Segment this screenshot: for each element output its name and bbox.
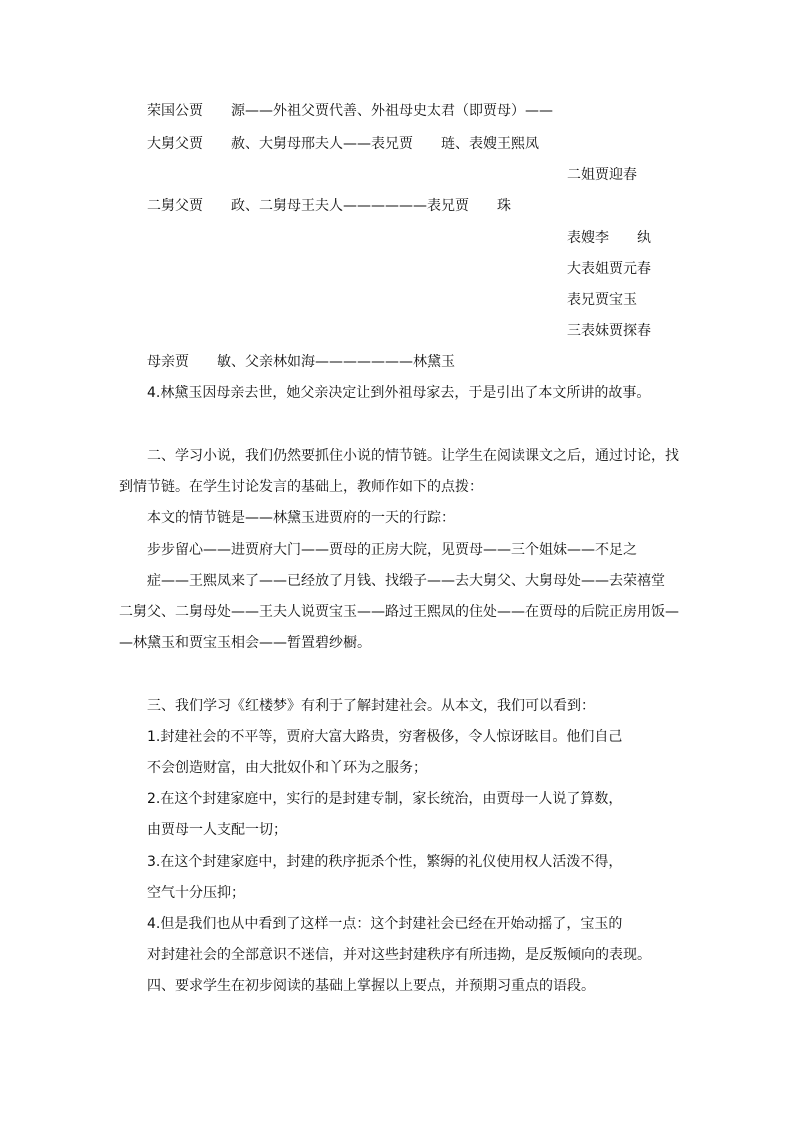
section-2-paragraph: 二、学习小说，我们仍然要抓住小说的情节链。让学生在阅读课文之后，通过讨论，找 [147,448,679,464]
plot-chain-line: 二舅父、二舅母处——王夫人说贾宝玉——路过王熙凤的住处——在贾母的后院正房用饭— [119,604,679,620]
section-4: 四、要求学生在初步阅读的基础上掌握以上要点，并预期习重点的语段。 [147,978,595,994]
tree-line-jiamin: 母亲贾 敏、父亲林如海———————林黛玉 [147,354,455,370]
tree-line-tanchun: 三表妹贾探春 [567,323,651,339]
tree-line-yuanchun: 大表姐贾元春 [567,261,651,277]
plot-chain-line: 症——王熙凤来了——已经放了月钱、找缎子——去大舅父、大舅母处——去荣禧堂 [147,573,665,589]
plot-chain-line: 步步留心——进贾府大门——贾母的正房大院，见贾母——三个姐妹——不足之 [147,542,637,558]
tree-line-yingchun: 二姐贾迎春 [567,167,637,183]
tree-line-rongguogong: 荣国公贾 源——外祖父贾代善、外祖母史太君（即贾母）—— [147,103,553,119]
plot-chain-intro: 本文的情节链是——林黛玉进贾府的一天的行踪： [147,510,455,526]
section-3-item-3: 3.在这个封建家庭中，封建的秩序扼杀个性，繁缛的礼仪使用权人活泼不得， [147,854,623,870]
tree-line-jiashe: 大舅父贾 赦、大舅母邢夫人——表兄贾 琏、表嫂王熙凤 [147,136,539,152]
tree-line-jiazheng: 二舅父贾 政、二舅母王夫人——————表兄贾 珠 [147,198,511,214]
section-3-item-2: 2.在这个封建家庭中，实行的是封建专制，家长统治，由贾母一人说了算数， [147,791,623,807]
section-3-item-4: 对封建社会的全部意识不迷信，并对这些封建秩序有所违拗，是反叛倾向的表现。 [147,947,651,963]
section-3-item-4: 4.但是我们也从中看到了这样一点：这个封建社会已经在开始动摇了，宝玉的 [147,916,623,932]
section-3-item-1: 1.封建社会的不平等，贾府大富大路贵，穷奢极侈，令人惊讶眩目。他们自己 [147,729,623,745]
section-2-paragraph: 到情节链。在学生讨论发言的基础上，教师作如下的点拨： [119,479,483,495]
section-3-item-1: 不会创造财富，由大批奴仆和丫环为之服务； [147,760,427,776]
tree-line-liwan: 表嫂李 纨 [567,230,651,246]
plot-chain-line: —林黛玉和贾宝玉相会——暂置碧纱橱。 [119,635,371,651]
note-4: 4.林黛玉因母亲去世，她父亲决定让到外祖母家去，于是引出了本文所讲的故事。 [147,385,651,401]
section-3-item-3: 空气十分压抑； [147,885,245,901]
tree-line-baoyu: 表兄贾宝玉 [567,292,637,308]
section-3-item-2: 由贾母一人支配一切； [147,822,287,838]
section-3-intro: 三、我们学习《红楼梦》有利于了解封建社会。从本文，我们可以看到： [147,698,595,714]
